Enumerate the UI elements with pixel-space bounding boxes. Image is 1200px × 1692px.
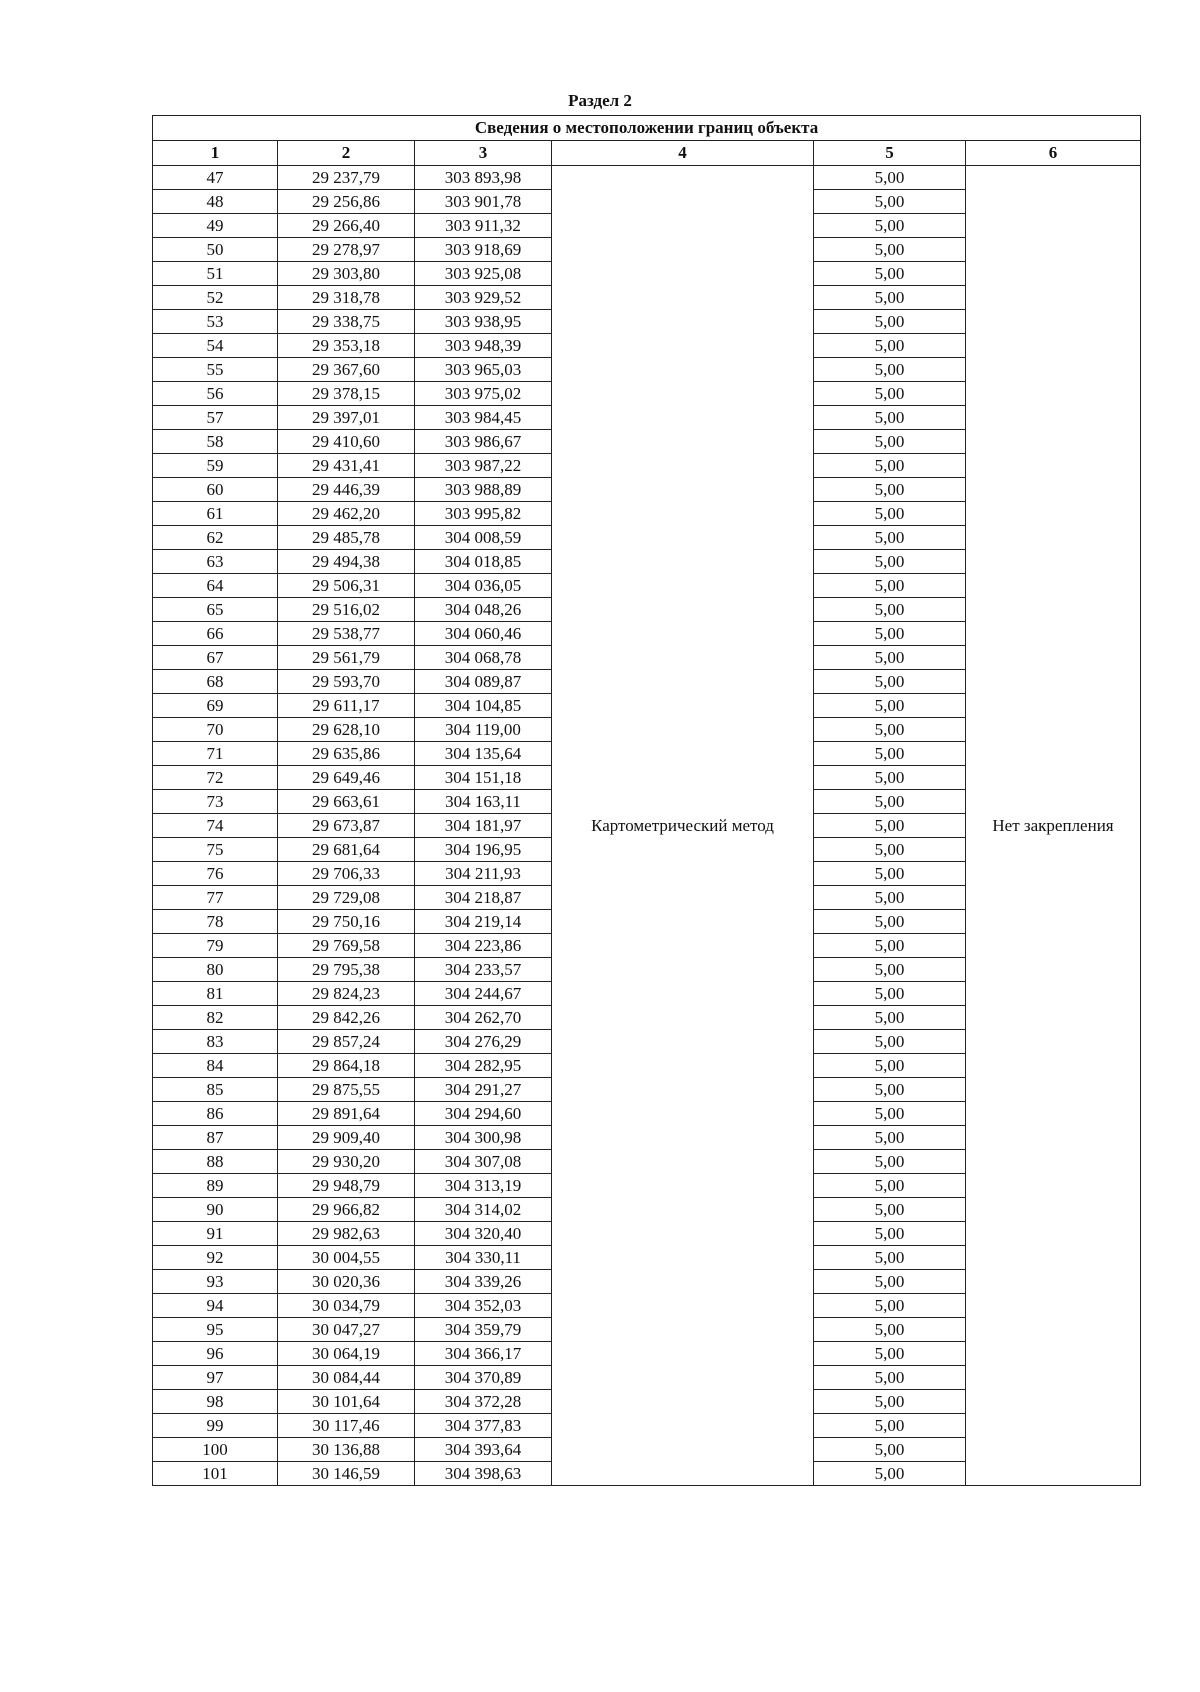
point-number-cell: 79: [153, 934, 278, 958]
y-coordinate-cell: 304 068,78: [415, 646, 552, 670]
y-coordinate-cell: 304 211,93: [415, 862, 552, 886]
y-coordinate-cell: 303 948,39: [415, 334, 552, 358]
x-coordinate-cell: 29 353,18: [278, 334, 415, 358]
x-coordinate-cell: 29 842,26: [278, 1006, 415, 1030]
x-coordinate-cell: 29 318,78: [278, 286, 415, 310]
point-number-cell: 59: [153, 454, 278, 478]
x-coordinate-cell: 29 769,58: [278, 934, 415, 958]
x-coordinate-cell: 29 663,61: [278, 790, 415, 814]
section-title: Раздел 2: [568, 91, 632, 110]
x-coordinate-cell: 29 628,10: [278, 718, 415, 742]
x-coordinate-cell: 29 561,79: [278, 646, 415, 670]
y-coordinate-cell: 304 219,14: [415, 910, 552, 934]
x-coordinate-cell: 29 611,17: [278, 694, 415, 718]
precision-cell: 5,00: [814, 646, 966, 670]
method-cell: Картометрический метод: [552, 166, 814, 1486]
precision-cell: 5,00: [814, 814, 966, 838]
x-coordinate-cell: 29 649,46: [278, 766, 415, 790]
precision-cell: 5,00: [814, 1246, 966, 1270]
precision-cell: 5,00: [814, 334, 966, 358]
y-coordinate-cell: 303 929,52: [415, 286, 552, 310]
precision-cell: 5,00: [814, 1390, 966, 1414]
precision-cell: 5,00: [814, 1126, 966, 1150]
x-coordinate-cell: 30 117,46: [278, 1414, 415, 1438]
column-number: 3: [415, 141, 552, 166]
y-coordinate-cell: 304 060,46: [415, 622, 552, 646]
precision-cell: 5,00: [814, 430, 966, 454]
precision-cell: 5,00: [814, 1054, 966, 1078]
precision-cell: 5,00: [814, 622, 966, 646]
y-coordinate-cell: 304 036,05: [415, 574, 552, 598]
y-coordinate-cell: 303 893,98: [415, 166, 552, 190]
point-number-cell: 68: [153, 670, 278, 694]
boundary-coordinates-table: [152, 115, 1141, 1486]
y-coordinate-cell: 303 965,03: [415, 358, 552, 382]
precision-cell: 5,00: [814, 910, 966, 934]
point-number-cell: 97: [153, 1366, 278, 1390]
precision-cell: 5,00: [814, 1318, 966, 1342]
x-coordinate-cell: 30 146,59: [278, 1462, 415, 1486]
point-number-cell: 73: [153, 790, 278, 814]
x-coordinate-cell: 29 397,01: [278, 406, 415, 430]
y-coordinate-cell: 303 975,02: [415, 382, 552, 406]
x-coordinate-cell: 29 909,40: [278, 1126, 415, 1150]
point-number-cell: 67: [153, 646, 278, 670]
y-coordinate-cell: 304 320,40: [415, 1222, 552, 1246]
precision-cell: 5,00: [814, 1462, 966, 1486]
precision-cell: 5,00: [814, 1102, 966, 1126]
y-coordinate-cell: 304 370,89: [415, 1366, 552, 1390]
x-coordinate-cell: 30 064,19: [278, 1342, 415, 1366]
table-caption: Сведения о местоположении границ объекта: [153, 116, 1141, 141]
x-coordinate-cell: 29 706,33: [278, 862, 415, 886]
x-coordinate-cell: 29 410,60: [278, 430, 415, 454]
precision-cell: 5,00: [814, 1150, 966, 1174]
point-number-cell: 60: [153, 478, 278, 502]
point-number-cell: 95: [153, 1318, 278, 1342]
point-number-cell: 50: [153, 238, 278, 262]
column-number: 4: [552, 141, 814, 166]
point-number-cell: 75: [153, 838, 278, 862]
point-number-cell: 94: [153, 1294, 278, 1318]
y-coordinate-cell: 303 901,78: [415, 190, 552, 214]
precision-cell: 5,00: [814, 478, 966, 502]
point-number-cell: 96: [153, 1342, 278, 1366]
y-coordinate-cell: 304 008,59: [415, 526, 552, 550]
precision-cell: 5,00: [814, 718, 966, 742]
y-coordinate-cell: 304 048,26: [415, 598, 552, 622]
y-coordinate-cell: 304 313,19: [415, 1174, 552, 1198]
precision-cell: 5,00: [814, 454, 966, 478]
precision-cell: 5,00: [814, 214, 966, 238]
point-number-cell: 99: [153, 1414, 278, 1438]
point-number-cell: 86: [153, 1102, 278, 1126]
point-number-cell: 48: [153, 190, 278, 214]
precision-cell: 5,00: [814, 310, 966, 334]
point-number-cell: 52: [153, 286, 278, 310]
point-number-cell: 53: [153, 310, 278, 334]
precision-cell: 5,00: [814, 1438, 966, 1462]
precision-cell: 5,00: [814, 1198, 966, 1222]
point-number-cell: 89: [153, 1174, 278, 1198]
y-coordinate-cell: 304 307,08: [415, 1150, 552, 1174]
y-coordinate-cell: 304 135,64: [415, 742, 552, 766]
y-coordinate-cell: 304 262,70: [415, 1006, 552, 1030]
x-coordinate-cell: 29 446,39: [278, 478, 415, 502]
x-coordinate-cell: 30 136,88: [278, 1438, 415, 1462]
y-coordinate-cell: 303 938,95: [415, 310, 552, 334]
point-number-cell: 80: [153, 958, 278, 982]
x-coordinate-cell: 29 506,31: [278, 574, 415, 598]
x-coordinate-cell: 29 338,75: [278, 310, 415, 334]
precision-cell: 5,00: [814, 1414, 966, 1438]
point-number-cell: 57: [153, 406, 278, 430]
y-coordinate-cell: 304 377,83: [415, 1414, 552, 1438]
precision-cell: 5,00: [814, 574, 966, 598]
y-coordinate-cell: 304 119,00: [415, 718, 552, 742]
point-number-cell: 76: [153, 862, 278, 886]
y-coordinate-cell: 303 984,45: [415, 406, 552, 430]
table-row: [153, 166, 1141, 190]
precision-cell: 5,00: [814, 1078, 966, 1102]
x-coordinate-cell: 29 378,15: [278, 382, 415, 406]
point-number-cell: 81: [153, 982, 278, 1006]
column-number: 5: [814, 141, 966, 166]
y-coordinate-cell: 304 339,26: [415, 1270, 552, 1294]
x-coordinate-cell: 29 237,79: [278, 166, 415, 190]
column-number: 1: [153, 141, 278, 166]
x-coordinate-cell: 29 824,23: [278, 982, 415, 1006]
precision-cell: 5,00: [814, 958, 966, 982]
y-coordinate-cell: 304 372,28: [415, 1390, 552, 1414]
y-coordinate-cell: 304 089,87: [415, 670, 552, 694]
point-number-cell: 66: [153, 622, 278, 646]
y-coordinate-cell: 304 291,27: [415, 1078, 552, 1102]
precision-cell: 5,00: [814, 262, 966, 286]
x-coordinate-cell: 29 891,64: [278, 1102, 415, 1126]
y-coordinate-cell: 304 196,95: [415, 838, 552, 862]
precision-cell: 5,00: [814, 838, 966, 862]
x-coordinate-cell: 29 516,02: [278, 598, 415, 622]
x-coordinate-cell: 29 966,82: [278, 1198, 415, 1222]
y-coordinate-cell: 303 918,69: [415, 238, 552, 262]
x-coordinate-cell: 29 729,08: [278, 886, 415, 910]
point-number-cell: 65: [153, 598, 278, 622]
precision-cell: 5,00: [814, 694, 966, 718]
point-number-cell: 47: [153, 166, 278, 190]
y-coordinate-cell: 304 300,98: [415, 1126, 552, 1150]
x-coordinate-cell: 29 875,55: [278, 1078, 415, 1102]
column-number: 2: [278, 141, 415, 166]
x-coordinate-cell: 29 795,38: [278, 958, 415, 982]
x-coordinate-cell: 29 750,16: [278, 910, 415, 934]
x-coordinate-cell: 29 864,18: [278, 1054, 415, 1078]
x-coordinate-cell: 29 538,77: [278, 622, 415, 646]
x-coordinate-cell: 30 101,64: [278, 1390, 415, 1414]
x-coordinate-cell: 29 857,24: [278, 1030, 415, 1054]
x-coordinate-cell: 29 266,40: [278, 214, 415, 238]
precision-cell: 5,00: [814, 886, 966, 910]
x-coordinate-cell: 29 948,79: [278, 1174, 415, 1198]
y-coordinate-cell: 304 181,97: [415, 814, 552, 838]
y-coordinate-cell: 304 151,18: [415, 766, 552, 790]
x-coordinate-cell: 29 256,86: [278, 190, 415, 214]
precision-cell: 5,00: [814, 766, 966, 790]
precision-cell: 5,00: [814, 1006, 966, 1030]
point-number-cell: 71: [153, 742, 278, 766]
point-number-cell: 98: [153, 1390, 278, 1414]
y-coordinate-cell: 304 233,57: [415, 958, 552, 982]
y-coordinate-cell: 303 925,08: [415, 262, 552, 286]
x-coordinate-cell: 29 367,60: [278, 358, 415, 382]
point-number-cell: 70: [153, 718, 278, 742]
precision-cell: 5,00: [814, 190, 966, 214]
precision-cell: 5,00: [814, 1222, 966, 1246]
point-number-cell: 93: [153, 1270, 278, 1294]
point-number-cell: 100: [153, 1438, 278, 1462]
y-coordinate-cell: 304 282,95: [415, 1054, 552, 1078]
column-number-row: [153, 141, 1141, 166]
y-coordinate-cell: 304 359,79: [415, 1318, 552, 1342]
precision-cell: 5,00: [814, 1294, 966, 1318]
table-caption-row: [153, 116, 1141, 141]
point-number-cell: 62: [153, 526, 278, 550]
precision-cell: 5,00: [814, 790, 966, 814]
x-coordinate-cell: 29 462,20: [278, 502, 415, 526]
y-coordinate-cell: 303 911,32: [415, 214, 552, 238]
x-coordinate-cell: 29 673,87: [278, 814, 415, 838]
y-coordinate-cell: 304 398,63: [415, 1462, 552, 1486]
precision-cell: 5,00: [814, 502, 966, 526]
x-coordinate-cell: 29 494,38: [278, 550, 415, 574]
x-coordinate-cell: 29 485,78: [278, 526, 415, 550]
precision-cell: 5,00: [814, 382, 966, 406]
point-number-cell: 88: [153, 1150, 278, 1174]
y-coordinate-cell: 304 163,11: [415, 790, 552, 814]
fixing-cell: Нет закрепления: [966, 166, 1141, 1486]
point-number-cell: 69: [153, 694, 278, 718]
precision-cell: 5,00: [814, 166, 966, 190]
point-number-cell: 91: [153, 1222, 278, 1246]
point-number-cell: 78: [153, 910, 278, 934]
precision-cell: 5,00: [814, 598, 966, 622]
point-number-cell: 101: [153, 1462, 278, 1486]
precision-cell: 5,00: [814, 1342, 966, 1366]
x-coordinate-cell: 29 681,64: [278, 838, 415, 862]
y-coordinate-cell: 303 987,22: [415, 454, 552, 478]
point-number-cell: 58: [153, 430, 278, 454]
y-coordinate-cell: 304 218,87: [415, 886, 552, 910]
y-coordinate-cell: 303 986,67: [415, 430, 552, 454]
point-number-cell: 85: [153, 1078, 278, 1102]
point-number-cell: 92: [153, 1246, 278, 1270]
point-number-cell: 56: [153, 382, 278, 406]
y-coordinate-cell: 304 294,60: [415, 1102, 552, 1126]
y-coordinate-cell: 304 393,64: [415, 1438, 552, 1462]
x-coordinate-cell: 29 431,41: [278, 454, 415, 478]
y-coordinate-cell: 303 995,82: [415, 502, 552, 526]
point-number-cell: 55: [153, 358, 278, 382]
point-number-cell: 77: [153, 886, 278, 910]
x-coordinate-cell: 30 004,55: [278, 1246, 415, 1270]
x-coordinate-cell: 29 982,63: [278, 1222, 415, 1246]
y-coordinate-cell: 304 314,02: [415, 1198, 552, 1222]
precision-cell: 5,00: [814, 742, 966, 766]
precision-cell: 5,00: [814, 862, 966, 886]
precision-cell: 5,00: [814, 406, 966, 430]
precision-cell: 5,00: [814, 982, 966, 1006]
y-coordinate-cell: 303 988,89: [415, 478, 552, 502]
point-number-cell: 63: [153, 550, 278, 574]
point-number-cell: 51: [153, 262, 278, 286]
point-number-cell: 83: [153, 1030, 278, 1054]
point-number-cell: 61: [153, 502, 278, 526]
x-coordinate-cell: 29 303,80: [278, 262, 415, 286]
precision-cell: 5,00: [814, 1174, 966, 1198]
y-coordinate-cell: 304 366,17: [415, 1342, 552, 1366]
y-coordinate-cell: 304 018,85: [415, 550, 552, 574]
y-coordinate-cell: 304 352,03: [415, 1294, 552, 1318]
point-number-cell: 64: [153, 574, 278, 598]
x-coordinate-cell: 29 635,86: [278, 742, 415, 766]
x-coordinate-cell: 30 034,79: [278, 1294, 415, 1318]
y-coordinate-cell: 304 330,11: [415, 1246, 552, 1270]
x-coordinate-cell: 30 047,27: [278, 1318, 415, 1342]
column-number: 6: [966, 141, 1141, 166]
point-number-cell: 82: [153, 1006, 278, 1030]
x-coordinate-cell: 29 593,70: [278, 670, 415, 694]
point-number-cell: 74: [153, 814, 278, 838]
precision-cell: 5,00: [814, 1270, 966, 1294]
y-coordinate-cell: 304 244,67: [415, 982, 552, 1006]
point-number-cell: 54: [153, 334, 278, 358]
x-coordinate-cell: 29 930,20: [278, 1150, 415, 1174]
precision-cell: 5,00: [814, 670, 966, 694]
y-coordinate-cell: 304 104,85: [415, 694, 552, 718]
x-coordinate-cell: 30 020,36: [278, 1270, 415, 1294]
precision-cell: 5,00: [814, 238, 966, 262]
precision-cell: 5,00: [814, 1366, 966, 1390]
point-number-cell: 49: [153, 214, 278, 238]
precision-cell: 5,00: [814, 526, 966, 550]
point-number-cell: 90: [153, 1198, 278, 1222]
point-number-cell: 87: [153, 1126, 278, 1150]
precision-cell: 5,00: [814, 1030, 966, 1054]
precision-cell: 5,00: [814, 358, 966, 382]
point-number-cell: 72: [153, 766, 278, 790]
y-coordinate-cell: 304 276,29: [415, 1030, 552, 1054]
point-number-cell: 84: [153, 1054, 278, 1078]
x-coordinate-cell: 29 278,97: [278, 238, 415, 262]
precision-cell: 5,00: [814, 934, 966, 958]
x-coordinate-cell: 30 084,44: [278, 1366, 415, 1390]
y-coordinate-cell: 304 223,86: [415, 934, 552, 958]
precision-cell: 5,00: [814, 550, 966, 574]
precision-cell: 5,00: [814, 286, 966, 310]
